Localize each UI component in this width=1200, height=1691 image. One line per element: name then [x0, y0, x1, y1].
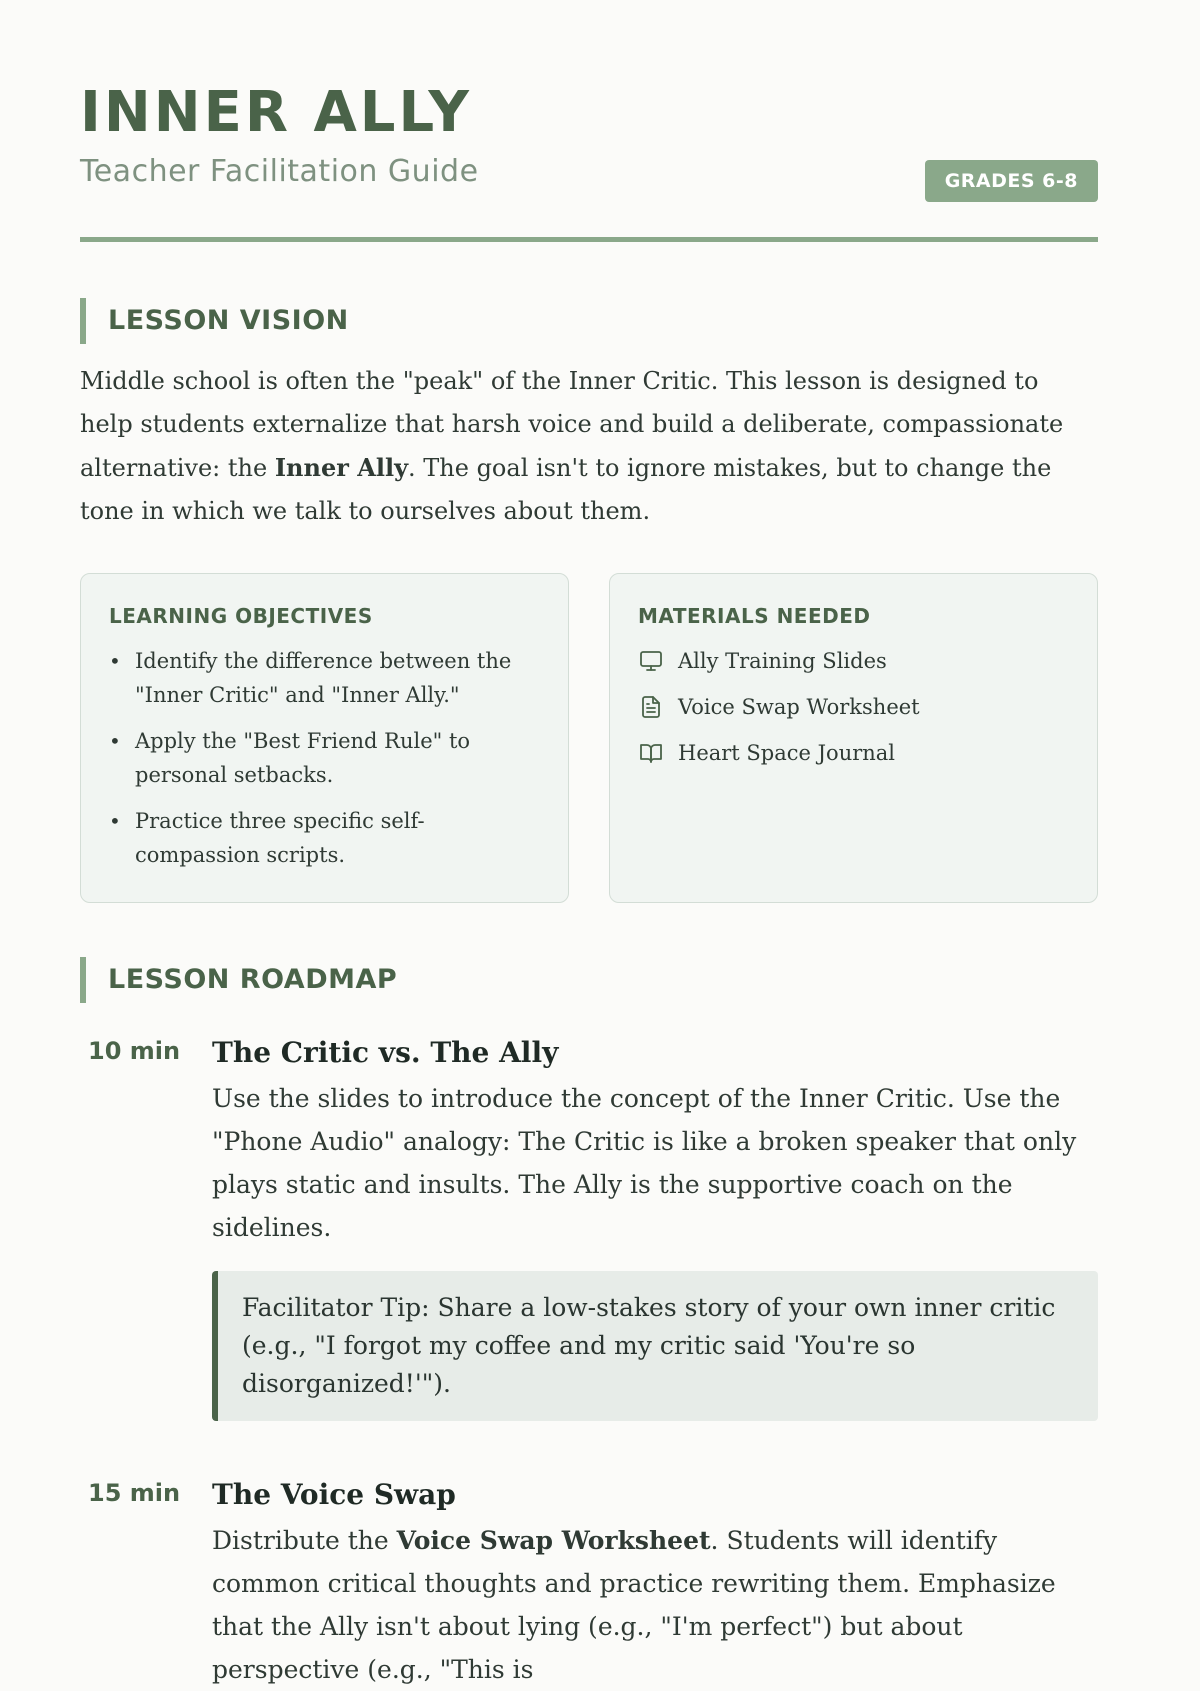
material-label: Ally Training Slides — [678, 649, 887, 673]
step-description: Use the slides to introduce the concept of the Inner Critic. Use the "Phone Audio" analogy: The Critic is like a broken speaker that only plays static and insults. The Ally is the supportive coach on the sidelines. — [212, 1084, 1077, 1242]
step-text-part2: . Students will identify common critical thoughts and practice rewriting them. Emphasize that the Ally isn't about lying (e.g., "I'm perfect") but about perspective (e.g., "This is — [212, 1526, 1056, 1684]
monitor-icon — [638, 648, 664, 674]
material-label: Heart Space Journal — [678, 741, 896, 765]
material-item — [638, 644, 1069, 678]
step-body — [212, 1475, 1098, 1691]
grade-badge: GRADES 6-8 — [925, 160, 1098, 202]
vision-text-part1: Middle school is often the "peak" of the Inner Critic. This lesson is designed to help students externalize that harsh voice and build a deliberate, compassionate alternative: the — [80, 367, 1064, 482]
step-body — [212, 1033, 1098, 1421]
lesson-vision-text — [80, 360, 1098, 533]
vision-text-part2: . The goal isn't to ignore mistakes, but to change the tone in which we talk to ourselves about them. — [80, 454, 1052, 525]
book-icon — [638, 740, 664, 766]
lesson-vision-section — [80, 298, 1098, 533]
page-title: INNER ALLY — [80, 80, 472, 145]
step-duration: 15 min — [88, 1479, 181, 1507]
roadmap-step — [80, 1033, 1098, 1421]
lesson-vision-heading: LESSON VISION — [80, 298, 1098, 344]
materials-list — [638, 644, 1069, 770]
step-text-bold: Voice Swap Worksheet — [396, 1526, 711, 1555]
step-title: The Critic vs. The Ally — [212, 1036, 559, 1069]
objective-item: • Practice three specific self-compassion scripts. — [109, 804, 540, 872]
material-item — [638, 690, 1069, 724]
lesson-roadmap-heading: LESSON ROADMAP — [80, 957, 1098, 1003]
materials-needed-heading: MATERIALS NEEDED — [638, 604, 871, 628]
page-header — [80, 0, 1098, 242]
document-icon — [638, 694, 664, 720]
facilitator-tip: Facilitator Tip: Share a low-stakes story of your own inner critic (e.g., "I forgot my coffee and my critic said 'You're so disorganized!'"). — [212, 1271, 1098, 1421]
objectives-list — [109, 644, 540, 872]
materials-needed-card — [609, 573, 1098, 903]
learning-objectives-card — [80, 573, 569, 903]
page-subtitle: Teacher Facilitation Guide — [80, 154, 479, 189]
info-cards — [80, 573, 1098, 903]
step-description — [212, 1519, 1098, 1691]
material-label: Voice Swap Worksheet — [678, 695, 920, 719]
objective-item: • Apply the "Best Friend Rule" to personal setbacks. — [109, 724, 540, 792]
roadmap-step — [80, 1475, 1098, 1691]
learning-objectives-heading: LEARNING OBJECTIVES — [109, 604, 373, 628]
step-text-part1: Distribute the — [212, 1526, 397, 1555]
objective-item: • Identify the difference between the "Inner Critic" and "Inner Ally." — [109, 644, 540, 712]
step-title: The Voice Swap — [212, 1478, 456, 1511]
step-duration: 10 min — [88, 1037, 181, 1065]
material-item — [638, 736, 1069, 770]
lesson-roadmap-section — [80, 957, 1098, 1691]
vision-text-bold: Inner Ally — [274, 453, 409, 482]
